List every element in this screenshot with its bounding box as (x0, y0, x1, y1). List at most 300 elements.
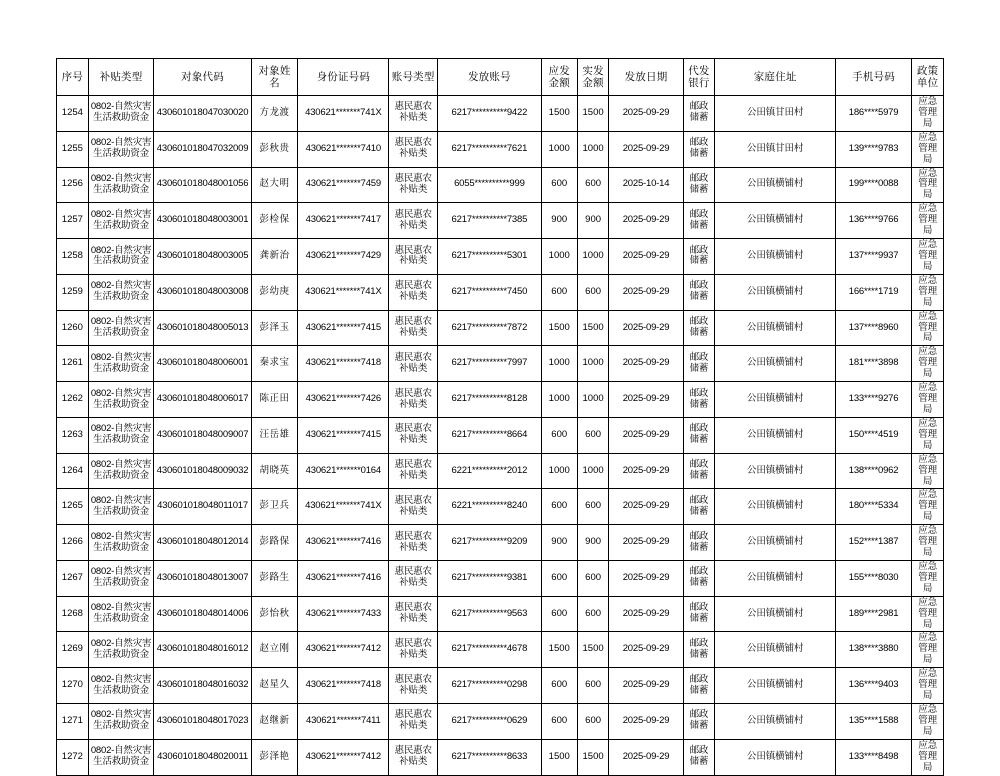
cell-object-code: 430601018048005013 (154, 310, 251, 346)
cell-subsidy-type: 0802-自然灾害生活救助资金 (88, 417, 154, 453)
cell-payment-date: 2025-09-29 (609, 668, 683, 704)
cell-seq: 1261 (57, 346, 89, 382)
cell-payment-date: 2025-09-29 (609, 382, 683, 418)
cell-agent-bank: 邮政储蓄 (683, 525, 715, 561)
header-row (57, 59, 944, 96)
cell-should-amount: 1000 (541, 382, 577, 418)
cell-actual-amount: 1500 (577, 310, 609, 346)
header-actual-amount: 实发金额 (577, 59, 609, 96)
cell-phone-number: 181****3898 (835, 346, 911, 382)
cell-home-address: 公田镇横铺村 (715, 668, 836, 704)
cell-payment-account: 6217**********9422 (438, 96, 542, 132)
cell-payment-account: 6217**********7450 (438, 274, 542, 310)
cell-subsidy-type: 0802-自然灾害生活救助资金 (88, 560, 154, 596)
cell-payment-date: 2025-09-29 (609, 131, 683, 167)
cell-seq: 1259 (57, 274, 89, 310)
table-row (57, 131, 944, 167)
cell-object-name: 赵立刚 (251, 632, 298, 668)
cell-object-code: 430601018048003001 (154, 203, 251, 239)
cell-policy-unit: 应急管理局 (912, 596, 944, 632)
cell-account-type: 惠民惠农补贴类 (389, 596, 438, 632)
cell-account-type: 惠民惠农补贴类 (389, 310, 438, 346)
cell-object-name: 汪岳雄 (251, 417, 298, 453)
cell-id-number: 430621*******7415 (298, 310, 389, 346)
header-agent-bank: 代发银行 (683, 59, 715, 96)
cell-phone-number: 150****4519 (835, 417, 911, 453)
cell-actual-amount: 1000 (577, 453, 609, 489)
cell-object-name: 龚新治 (251, 239, 298, 275)
cell-object-code: 430601018048011017 (154, 489, 251, 525)
cell-phone-number: 180****5334 (835, 489, 911, 525)
table-row (57, 310, 944, 346)
cell-object-code: 430601018048009007 (154, 417, 251, 453)
cell-seq: 1264 (57, 453, 89, 489)
cell-id-number: 430621*******7416 (298, 560, 389, 596)
cell-account-type: 惠民惠农补贴类 (389, 274, 438, 310)
cell-should-amount: 1500 (541, 632, 577, 668)
cell-seq: 1256 (57, 167, 89, 203)
cell-actual-amount: 600 (577, 417, 609, 453)
cell-subsidy-type: 0802-自然灾害生活救助资金 (88, 632, 154, 668)
table-row (57, 203, 944, 239)
cell-policy-unit: 应急管理局 (912, 346, 944, 382)
cell-should-amount: 1000 (541, 131, 577, 167)
cell-account-type: 惠民惠农补贴类 (389, 560, 438, 596)
cell-id-number: 430621*******7415 (298, 417, 389, 453)
cell-seq: 1254 (57, 96, 89, 132)
cell-actual-amount: 600 (577, 668, 609, 704)
cell-actual-amount: 600 (577, 704, 609, 740)
cell-object-code: 430601018048016032 (154, 668, 251, 704)
header-phone-number: 手机号码 (835, 59, 911, 96)
table-row (57, 704, 944, 740)
cell-object-code: 430601018048020011 (154, 739, 251, 775)
cell-seq: 1267 (57, 560, 89, 596)
cell-seq: 1265 (57, 489, 89, 525)
cell-id-number: 430621*******7429 (298, 239, 389, 275)
cell-object-code: 430601018048017023 (154, 704, 251, 740)
cell-payment-date: 2025-09-29 (609, 739, 683, 775)
cell-home-address: 公田镇横铺村 (715, 417, 836, 453)
cell-home-address: 公田镇横铺村 (715, 560, 836, 596)
cell-account-type: 惠民惠农补贴类 (389, 167, 438, 203)
cell-object-name: 陈正田 (251, 382, 298, 418)
cell-agent-bank: 邮政储蓄 (683, 489, 715, 525)
cell-policy-unit: 应急管理局 (912, 668, 944, 704)
table-row (57, 382, 944, 418)
cell-home-address: 公田镇甘田村 (715, 131, 836, 167)
cell-should-amount: 1000 (541, 239, 577, 275)
cell-account-type: 惠民惠农补贴类 (389, 417, 438, 453)
cell-account-type: 惠民惠农补贴类 (389, 668, 438, 704)
cell-phone-number: 136****9766 (835, 203, 911, 239)
cell-subsidy-type: 0802-自然灾害生活救助资金 (88, 704, 154, 740)
cell-seq: 1257 (57, 203, 89, 239)
cell-should-amount: 1500 (541, 739, 577, 775)
cell-should-amount: 900 (541, 525, 577, 561)
cell-account-type: 惠民惠农补贴类 (389, 739, 438, 775)
cell-payment-account: 6217**********7621 (438, 131, 542, 167)
cell-policy-unit: 应急管理局 (912, 274, 944, 310)
cell-agent-bank: 邮政储蓄 (683, 704, 715, 740)
cell-payment-account: 6217**********5301 (438, 239, 542, 275)
cell-object-code: 430601018048013007 (154, 560, 251, 596)
cell-subsidy-type: 0802-自然灾害生活救助资金 (88, 668, 154, 704)
header-policy-unit: 政策单位 (912, 59, 944, 96)
cell-subsidy-type: 0802-自然灾害生活救助资金 (88, 739, 154, 775)
cell-agent-bank: 邮政储蓄 (683, 453, 715, 489)
cell-actual-amount: 900 (577, 525, 609, 561)
cell-phone-number: 189****2981 (835, 596, 911, 632)
cell-subsidy-type: 0802-自然灾害生活救助资金 (88, 382, 154, 418)
cell-actual-amount: 1000 (577, 239, 609, 275)
cell-phone-number: 199****0088 (835, 167, 911, 203)
cell-phone-number: 138****3880 (835, 632, 911, 668)
cell-object-name: 彭路保 (251, 525, 298, 561)
cell-agent-bank: 邮政储蓄 (683, 739, 715, 775)
cell-should-amount: 600 (541, 417, 577, 453)
cell-payment-date: 2025-09-29 (609, 596, 683, 632)
cell-id-number: 430621*******741X (298, 274, 389, 310)
cell-agent-bank: 邮政储蓄 (683, 632, 715, 668)
cell-home-address: 公田镇横铺村 (715, 310, 836, 346)
cell-seq: 1269 (57, 632, 89, 668)
table-row (57, 417, 944, 453)
cell-should-amount: 600 (541, 704, 577, 740)
cell-home-address: 公田镇横铺村 (715, 274, 836, 310)
cell-should-amount: 600 (541, 668, 577, 704)
cell-seq: 1266 (57, 525, 89, 561)
cell-payment-account: 6217**********4678 (438, 632, 542, 668)
cell-payment-account: 6221**********8240 (438, 489, 542, 525)
cell-phone-number: 137****9937 (835, 239, 911, 275)
table-row (57, 596, 944, 632)
cell-payment-date: 2025-09-29 (609, 560, 683, 596)
cell-home-address: 公田镇横铺村 (715, 203, 836, 239)
cell-phone-number: 186****5979 (835, 96, 911, 132)
cell-home-address: 公田镇横铺村 (715, 346, 836, 382)
cell-home-address: 公田镇横铺村 (715, 382, 836, 418)
header-account-type: 账号类型 (389, 59, 438, 96)
header-seq: 序号 (57, 59, 89, 96)
cell-agent-bank: 邮政储蓄 (683, 560, 715, 596)
cell-subsidy-type: 0802-自然灾害生活救助资金 (88, 131, 154, 167)
cell-payment-account: 6217**********0629 (438, 704, 542, 740)
cell-payment-account: 6217**********9563 (438, 596, 542, 632)
table-row (57, 489, 944, 525)
cell-account-type: 惠民惠农补贴类 (389, 489, 438, 525)
cell-subsidy-type: 0802-自然灾害生活救助资金 (88, 96, 154, 132)
cell-actual-amount: 1500 (577, 739, 609, 775)
cell-actual-amount: 600 (577, 167, 609, 203)
cell-account-type: 惠民惠农补贴类 (389, 382, 438, 418)
cell-agent-bank: 邮政储蓄 (683, 417, 715, 453)
cell-payment-account: 6217**********7997 (438, 346, 542, 382)
cell-actual-amount: 600 (577, 274, 609, 310)
cell-object-name: 彭怡秋 (251, 596, 298, 632)
cell-home-address: 公田镇横铺村 (715, 525, 836, 561)
cell-payment-date: 2025-09-29 (609, 239, 683, 275)
cell-object-name: 赵星久 (251, 668, 298, 704)
cell-seq: 1255 (57, 131, 89, 167)
cell-policy-unit: 应急管理局 (912, 560, 944, 596)
cell-payment-date: 2025-09-29 (609, 525, 683, 561)
cell-agent-bank: 邮政储蓄 (683, 167, 715, 203)
cell-object-name: 彭卫兵 (251, 489, 298, 525)
cell-object-code: 430601018048006001 (154, 346, 251, 382)
cell-account-type: 惠民惠农补贴类 (389, 704, 438, 740)
cell-should-amount: 1000 (541, 346, 577, 382)
header-object-name: 对象姓名 (251, 59, 298, 96)
cell-id-number: 430621*******7459 (298, 167, 389, 203)
cell-id-number: 430621*******7426 (298, 382, 389, 418)
cell-actual-amount: 600 (577, 560, 609, 596)
cell-payment-date: 2025-09-29 (609, 310, 683, 346)
cell-actual-amount: 600 (577, 596, 609, 632)
cell-payment-account: 6217**********8633 (438, 739, 542, 775)
cell-payment-date: 2025-09-29 (609, 417, 683, 453)
subsidy-distribution-table (56, 58, 944, 776)
cell-account-type: 惠民惠农补贴类 (389, 525, 438, 561)
cell-id-number: 430621*******7433 (298, 596, 389, 632)
cell-id-number: 430621*******0164 (298, 453, 389, 489)
cell-object-name: 彭泽艳 (251, 739, 298, 775)
cell-object-name: 彭路生 (251, 560, 298, 596)
table-row (57, 239, 944, 275)
cell-object-name: 胡晓英 (251, 453, 298, 489)
cell-should-amount: 1000 (541, 453, 577, 489)
cell-agent-bank: 邮政储蓄 (683, 274, 715, 310)
cell-phone-number: 135****1588 (835, 704, 911, 740)
cell-actual-amount: 1500 (577, 632, 609, 668)
cell-phone-number: 137****8960 (835, 310, 911, 346)
table-row (57, 167, 944, 203)
cell-phone-number: 152****1387 (835, 525, 911, 561)
cell-object-code: 430601018048012014 (154, 525, 251, 561)
cell-should-amount: 600 (541, 560, 577, 596)
cell-seq: 1270 (57, 668, 89, 704)
header-id-number: 身份证号码 (298, 59, 389, 96)
cell-should-amount: 900 (541, 203, 577, 239)
cell-should-amount: 600 (541, 167, 577, 203)
cell-policy-unit: 应急管理局 (912, 525, 944, 561)
cell-phone-number: 136****9403 (835, 668, 911, 704)
cell-payment-date: 2025-09-29 (609, 96, 683, 132)
cell-subsidy-type: 0802-自然灾害生活救助资金 (88, 203, 154, 239)
cell-subsidy-type: 0802-自然灾害生活救助资金 (88, 310, 154, 346)
cell-seq: 1268 (57, 596, 89, 632)
header-home-address: 家庭住址 (715, 59, 836, 96)
cell-should-amount: 1500 (541, 310, 577, 346)
cell-policy-unit: 应急管理局 (912, 96, 944, 132)
cell-home-address: 公田镇甘田村 (715, 96, 836, 132)
cell-payment-date: 2025-09-29 (609, 346, 683, 382)
cell-id-number: 430621*******7417 (298, 203, 389, 239)
cell-account-type: 惠民惠农补贴类 (389, 96, 438, 132)
cell-home-address: 公田镇横铺村 (715, 632, 836, 668)
cell-policy-unit: 应急管理局 (912, 489, 944, 525)
cell-payment-account: 6217**********9381 (438, 560, 542, 596)
cell-subsidy-type: 0802-自然灾害生活救助资金 (88, 346, 154, 382)
cell-payment-date: 2025-09-29 (609, 489, 683, 525)
cell-object-code: 430601018047032009 (154, 131, 251, 167)
cell-policy-unit: 应急管理局 (912, 739, 944, 775)
cell-object-code: 430601018048006017 (154, 382, 251, 418)
cell-policy-unit: 应急管理局 (912, 632, 944, 668)
table-row (57, 525, 944, 561)
cell-payment-date: 2025-10-14 (609, 167, 683, 203)
cell-seq: 1258 (57, 239, 89, 275)
cell-payment-date: 2025-09-29 (609, 632, 683, 668)
cell-object-name: 彭泽玉 (251, 310, 298, 346)
cell-seq: 1271 (57, 704, 89, 740)
cell-agent-bank: 邮政储蓄 (683, 382, 715, 418)
cell-phone-number: 166****1719 (835, 274, 911, 310)
cell-home-address: 公田镇横铺村 (715, 167, 836, 203)
cell-object-name: 赵继新 (251, 704, 298, 740)
cell-object-name: 彭幼庚 (251, 274, 298, 310)
cell-payment-account: 6221**********2012 (438, 453, 542, 489)
cell-id-number: 430621*******7418 (298, 346, 389, 382)
cell-id-number: 430621*******741X (298, 489, 389, 525)
cell-object-name: 赵大明 (251, 167, 298, 203)
cell-account-type: 惠民惠农补贴类 (389, 346, 438, 382)
cell-phone-number: 133****9276 (835, 382, 911, 418)
header-subsidy-type: 补贴类型 (88, 59, 154, 96)
cell-should-amount: 600 (541, 596, 577, 632)
cell-seq: 1263 (57, 417, 89, 453)
cell-policy-unit: 应急管理局 (912, 382, 944, 418)
cell-policy-unit: 应急管理局 (912, 239, 944, 275)
cell-object-name: 秦求宝 (251, 346, 298, 382)
table-row (57, 96, 944, 132)
cell-payment-date: 2025-09-29 (609, 704, 683, 740)
cell-account-type: 惠民惠农补贴类 (389, 239, 438, 275)
cell-home-address: 公田镇横铺村 (715, 739, 836, 775)
table-header (57, 59, 944, 96)
cell-policy-unit: 应急管理局 (912, 131, 944, 167)
cell-payment-account: 6217**********7872 (438, 310, 542, 346)
table-row (57, 739, 944, 775)
cell-object-code: 430601018048009032 (154, 453, 251, 489)
cell-policy-unit: 应急管理局 (912, 417, 944, 453)
table-row (57, 560, 944, 596)
cell-agent-bank: 邮政储蓄 (683, 346, 715, 382)
cell-home-address: 公田镇横铺村 (715, 489, 836, 525)
cell-actual-amount: 1500 (577, 96, 609, 132)
header-should-amount: 应发金额 (541, 59, 577, 96)
cell-subsidy-type: 0802-自然灾害生活救助资金 (88, 453, 154, 489)
cell-subsidy-type: 0802-自然灾害生活救助资金 (88, 167, 154, 203)
cell-object-code: 430601018048001056 (154, 167, 251, 203)
cell-agent-bank: 邮政储蓄 (683, 310, 715, 346)
cell-object-name: 方龙渡 (251, 96, 298, 132)
table-row (57, 346, 944, 382)
table-row (57, 274, 944, 310)
cell-should-amount: 1500 (541, 96, 577, 132)
cell-actual-amount: 1000 (577, 346, 609, 382)
cell-home-address: 公田镇横铺村 (715, 704, 836, 740)
cell-actual-amount: 1000 (577, 382, 609, 418)
cell-should-amount: 600 (541, 489, 577, 525)
table-row (57, 453, 944, 489)
cell-actual-amount: 900 (577, 203, 609, 239)
cell-id-number: 430621*******741X (298, 96, 389, 132)
cell-id-number: 430621*******7412 (298, 739, 389, 775)
cell-phone-number: 155****8030 (835, 560, 911, 596)
cell-object-code: 430601018048016012 (154, 632, 251, 668)
header-object-code: 对象代码 (154, 59, 251, 96)
cell-payment-account: 6217**********9209 (438, 525, 542, 561)
cell-object-code: 430601018047030020 (154, 96, 251, 132)
cell-home-address: 公田镇横铺村 (715, 596, 836, 632)
cell-payment-date: 2025-09-29 (609, 203, 683, 239)
cell-policy-unit: 应急管理局 (912, 167, 944, 203)
cell-policy-unit: 应急管理局 (912, 203, 944, 239)
cell-agent-bank: 邮政储蓄 (683, 96, 715, 132)
cell-policy-unit: 应急管理局 (912, 453, 944, 489)
cell-seq: 1272 (57, 739, 89, 775)
cell-phone-number: 138****0962 (835, 453, 911, 489)
cell-object-code: 430601018048014006 (154, 596, 251, 632)
cell-policy-unit: 应急管理局 (912, 310, 944, 346)
header-payment-date: 发放日期 (609, 59, 683, 96)
cell-id-number: 430621*******7411 (298, 704, 389, 740)
cell-object-name: 彭检保 (251, 203, 298, 239)
cell-phone-number: 133****8498 (835, 739, 911, 775)
cell-payment-account: 6055**********999 (438, 167, 542, 203)
cell-id-number: 430621*******7418 (298, 668, 389, 704)
cell-seq: 1260 (57, 310, 89, 346)
table-row (57, 632, 944, 668)
cell-should-amount: 600 (541, 274, 577, 310)
cell-agent-bank: 邮政储蓄 (683, 131, 715, 167)
cell-object-code: 430601018048003008 (154, 274, 251, 310)
table-row (57, 668, 944, 704)
cell-agent-bank: 邮政储蓄 (683, 596, 715, 632)
cell-account-type: 惠民惠农补贴类 (389, 632, 438, 668)
table-body (57, 96, 944, 776)
cell-subsidy-type: 0802-自然灾害生活救助资金 (88, 274, 154, 310)
header-payment-account: 发放账号 (438, 59, 542, 96)
cell-payment-date: 2025-09-29 (609, 453, 683, 489)
cell-object-code: 430601018048003005 (154, 239, 251, 275)
cell-account-type: 惠民惠农补贴类 (389, 131, 438, 167)
cell-subsidy-type: 0802-自然灾害生活救助资金 (88, 596, 154, 632)
cell-id-number: 430621*******7412 (298, 632, 389, 668)
cell-phone-number: 139****9783 (835, 131, 911, 167)
cell-actual-amount: 600 (577, 489, 609, 525)
cell-agent-bank: 邮政储蓄 (683, 239, 715, 275)
cell-agent-bank: 邮政储蓄 (683, 668, 715, 704)
cell-payment-account: 6217**********8664 (438, 417, 542, 453)
cell-subsidy-type: 0802-自然灾害生活救助资金 (88, 239, 154, 275)
cell-policy-unit: 应急管理局 (912, 704, 944, 740)
cell-id-number: 430621*******7416 (298, 525, 389, 561)
cell-seq: 1262 (57, 382, 89, 418)
cell-subsidy-type: 0802-自然灾害生活救助资金 (88, 489, 154, 525)
cell-payment-account: 6217**********0298 (438, 668, 542, 704)
cell-agent-bank: 邮政储蓄 (683, 203, 715, 239)
cell-account-type: 惠民惠农补贴类 (389, 453, 438, 489)
cell-subsidy-type: 0802-自然灾害生活救助资金 (88, 525, 154, 561)
cell-account-type: 惠民惠农补贴类 (389, 203, 438, 239)
cell-object-name: 彭秋贵 (251, 131, 298, 167)
cell-payment-account: 6217**********7385 (438, 203, 542, 239)
cell-id-number: 430621*******7410 (298, 131, 389, 167)
cell-home-address: 公田镇横铺村 (715, 453, 836, 489)
cell-actual-amount: 1000 (577, 131, 609, 167)
